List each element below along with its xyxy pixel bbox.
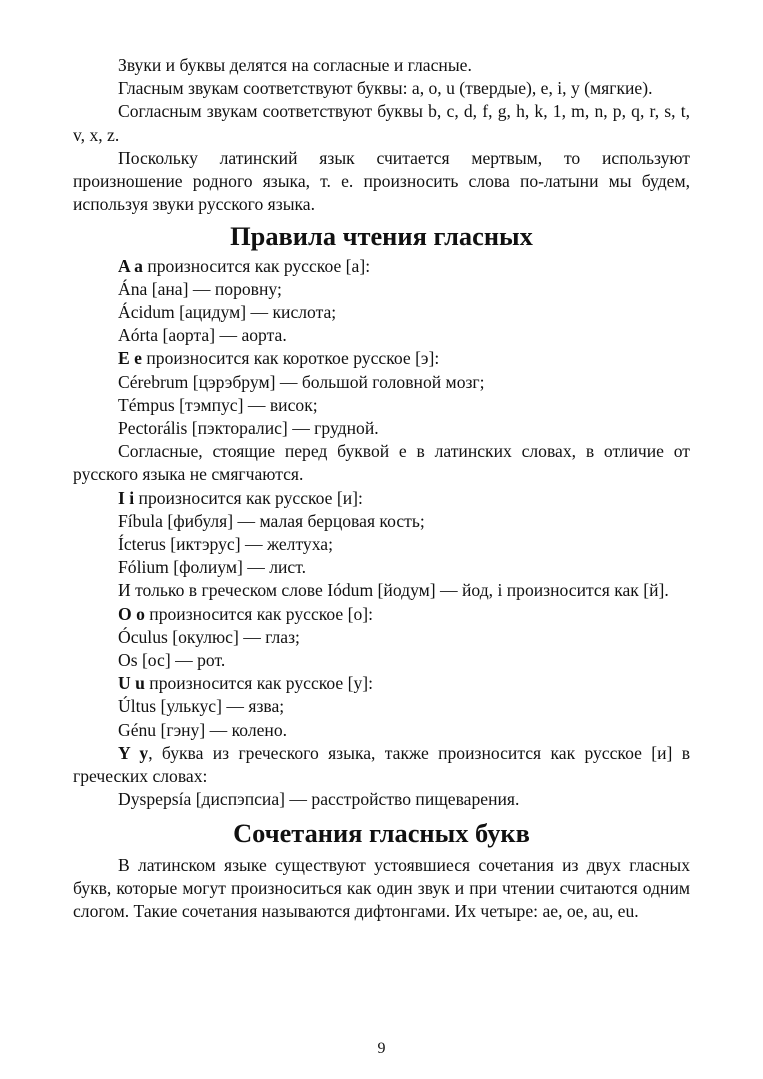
example-a-3: Aórta [аорта] — аорта. <box>118 325 287 346</box>
example-i-3: Fólium [фолиум] — лист. <box>118 557 306 578</box>
example-y-1: Dyspepsía [диспэпсиа] — расстройство пищеварения. <box>118 789 520 810</box>
example-a-1: Ána [ана] — поровну; <box>118 278 282 299</box>
rule-u <box>73 672 690 695</box>
intro-paragraph-4: Поскольку латинский язык считается мертвым, то используют произношение родного языка, т. е. произносить слова по-латыни мы будем, используя звуки русского языка. <box>73 147 690 215</box>
rule-u-text: произносится как русское [у]: <box>144 673 374 694</box>
letter-u: U u <box>118 673 145 694</box>
example-o-2: Os [ос] — рот. <box>118 650 226 671</box>
diphthongs-paragraph: В латинском языке существуют устоявшиеся сочетания из двух гласных букв, которые могут произноситься как один звук и при чтении считаются одним слогом. Такие сочетания называются дифтонгами. Их четыре: ae, oe, au, eu. <box>73 854 690 922</box>
rule-i <box>73 487 690 510</box>
letter-a: A a <box>118 255 143 276</box>
intro-paragraph-1: Звуки и буквы делятся на согласные и гласные. <box>118 55 472 75</box>
section-title-vowel-rules: Правила чтения гласных <box>230 221 533 252</box>
rule-o-text: произносится как русское [о]: <box>144 603 374 624</box>
page-content <box>73 54 690 923</box>
example-i-2: Ícterus [иктэрус] — желтуха; <box>118 534 333 555</box>
intro-paragraph-2: Гласным звукам соответствуют буквы: a, o, u (твердые), e, i, y (мягкие). <box>118 78 653 99</box>
section-title-vowel-combinations: Сочетания гласных букв <box>233 817 530 848</box>
rule-y <box>73 742 690 788</box>
rule-y-text: , буква из греческого языка, также произносится как русское [и] в греческих словах: <box>73 742 690 787</box>
rule-o <box>73 603 690 626</box>
example-a-2: Ácidum [ацидум] — кислота; <box>118 302 337 323</box>
example-e-3: Pectorális [пэкторалис] — грудной. <box>118 418 379 439</box>
rule-e <box>73 347 690 370</box>
example-e-2: Témpus [тэмпус] — висок; <box>118 394 318 415</box>
letter-o: O o <box>118 603 145 624</box>
example-u-1: Últus [улькус] — язва; <box>118 696 285 717</box>
page-number: 9 <box>377 1040 386 1057</box>
example-e-1: Cérebrum [цэрэбрум] — большой головной мозг; <box>118 371 485 392</box>
example-i-1: Fíbula [фибуля] — малая берцовая кость; <box>118 510 425 531</box>
note-i: И только в греческом слове Iódum [йодум] — йод, i произносится как [й]. <box>118 580 669 601</box>
rule-a <box>73 255 690 278</box>
note-e: Согласные, стоящие перед буквой e в латинских словах, в отличие от русского языка не смягчаются. <box>73 441 690 485</box>
intro-paragraph-3: Согласным звукам соответствуют буквы b, c, d, f, g, h, k, 1, m, n, p, q, r, s, t, v, x, z. <box>73 101 690 145</box>
rule-a-text: произносится как русское [а]: <box>142 255 371 276</box>
letter-e: E e <box>118 348 142 369</box>
rule-e-text: произносится как короткое русское [э]: <box>141 348 440 369</box>
example-u-2: Génu [гэну] — колено. <box>118 719 288 740</box>
letter-y: Y y <box>118 742 149 763</box>
example-o-1: Óculus [окулюс] — глаз; <box>118 626 300 647</box>
letter-i: I i <box>118 487 135 508</box>
rule-i-text: произносится как русское [и]: <box>134 487 363 508</box>
